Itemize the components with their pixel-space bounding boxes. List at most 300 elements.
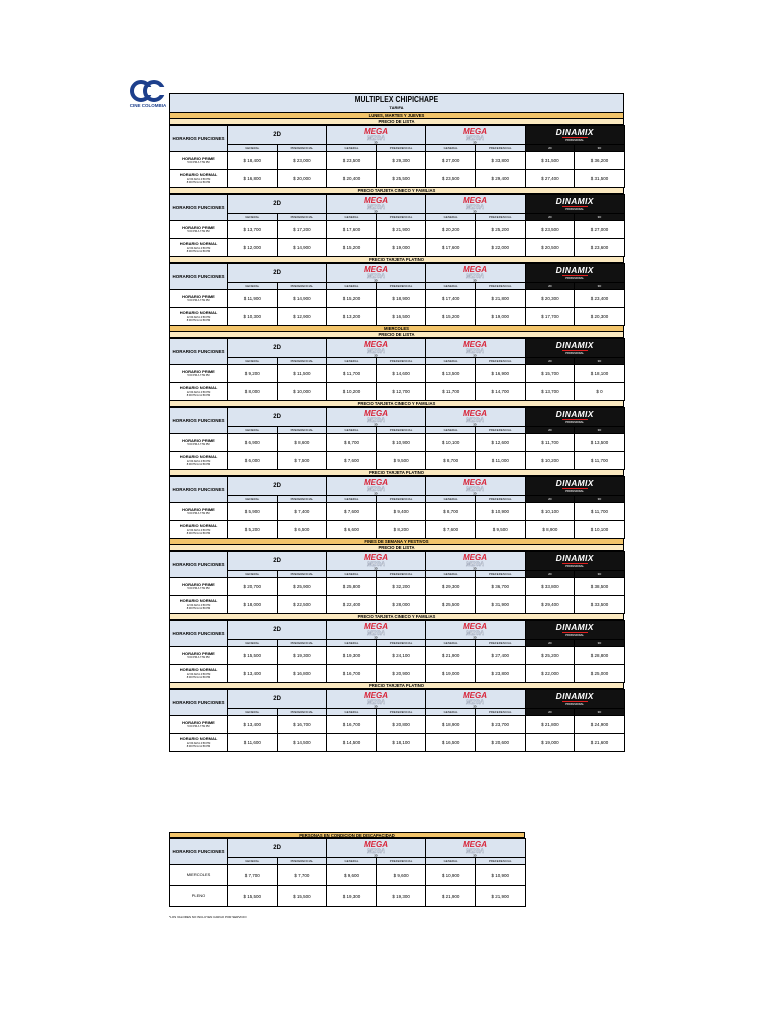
mega-logo-text: MEGA <box>463 553 488 562</box>
prime-row-label <box>170 290 228 308</box>
dinamix-logo-bar <box>562 137 588 138</box>
format-header-row <box>170 690 625 709</box>
mega-logo-shadow: MEGA <box>367 487 386 493</box>
normal-note-1: 12:00 AM A 4:59 PM <box>186 459 211 463</box>
price-cell: $ 6,500 <box>277 521 327 539</box>
price-cell: $ 6,600 <box>327 521 377 539</box>
price-cell: $ 13,700 <box>525 383 575 401</box>
normal-title: HORARIO NORMAL <box>179 385 218 391</box>
mega-logo-tag: 3D <box>374 210 378 213</box>
day-group-label: MIERCOLES <box>169 326 624 332</box>
dinamix-logo-tag: PROFESIONAL <box>565 277 585 280</box>
seat-general-label: GENERAL <box>228 145 278 152</box>
normal-note-1: 12:00 AM A 4:59 PM <box>186 528 211 532</box>
price-cell: $ 23,600 <box>575 239 625 257</box>
mega-logo-shadow: MEGA <box>466 274 485 280</box>
price-cell: $ 11,700 <box>525 434 575 452</box>
normal-note-2: 8:00 PM A 11:59 PM <box>186 318 211 322</box>
price-cell: $ 15,200 <box>426 308 476 326</box>
normal-note-2: 8:00 PM A 11:59 PM <box>186 393 211 397</box>
mega-logo-tag: 3D <box>374 492 378 495</box>
mega-logo-shadow: MEGA <box>367 349 386 355</box>
format-dinamix-logo <box>525 195 624 214</box>
prime-row <box>170 434 625 452</box>
megasala-logo-icon <box>454 195 496 213</box>
price-cell: $ 22,000 <box>475 239 525 257</box>
format-megasala-logo <box>327 690 426 709</box>
normal-row-label <box>170 170 228 188</box>
dinamix-2d-label: 2D <box>525 496 575 503</box>
seat-general-label: GENERAL <box>327 709 377 716</box>
mega-logo-text: MEGA <box>364 127 389 136</box>
dinamix-logo-bar <box>562 488 588 489</box>
mega-logo-shadow: MEGA <box>466 205 485 211</box>
price-cell: $ 23,500 <box>327 152 377 170</box>
normal-note-2: 8:00 PM A 11:59 PM <box>186 675 211 679</box>
prime-title: HORARIO PRIME <box>182 437 215 443</box>
price-cell: $ 16,700 <box>327 665 377 683</box>
price-cell: $ 10,900 <box>475 503 525 521</box>
seat-preferencial-label: PREFERENCIAL <box>277 214 327 221</box>
horarios-funciones-label: HORARIOS FUNCIONES <box>170 621 228 647</box>
price-cell: $ 22,000 <box>525 665 575 683</box>
seat-preferencial-label: PREFERENCIAL <box>376 214 426 221</box>
format-2d-label: 2D <box>228 621 327 640</box>
price-cell: $ 20,300 <box>525 290 575 308</box>
mega-logo-shadow: MEGA <box>466 562 485 568</box>
dinamix-logo-bar <box>562 419 588 420</box>
normal-title: HORARIO NORMAL <box>179 172 218 178</box>
dinamix-logo-text: DINAMIX <box>555 196 594 206</box>
price-cell: $ 20,900 <box>376 665 426 683</box>
mega-logo-tag: 3D <box>473 492 478 495</box>
cine-colombia-logo-icon <box>130 80 166 102</box>
price-cell: $ 11,500 <box>277 365 327 383</box>
price-cell: $ 25,800 <box>327 578 377 596</box>
prime-row-label <box>170 716 228 734</box>
price-cell: $ 12,600 <box>475 434 525 452</box>
seat-general-label: GENERAL <box>426 427 476 434</box>
normal-title: HORARIO NORMAL <box>179 454 218 460</box>
seat-general-label: GENERAL <box>327 283 377 290</box>
dinamix-3d-label: 3D <box>575 640 625 647</box>
dinamix-logo-tag: PROFESIONAL <box>565 565 585 568</box>
megasala-logo-icon <box>355 339 397 357</box>
price-cell: $ 16,700 <box>277 716 327 734</box>
seat-general-label: GENERAL <box>228 358 278 365</box>
seat-general-label: GENERAL <box>327 214 377 221</box>
seat-preferencial-label: PREFERENCIAL <box>376 145 426 152</box>
normal-row <box>170 596 625 614</box>
mega-logo-tag: 3D <box>374 705 378 708</box>
dinamix-3d-label: 3D <box>575 214 625 221</box>
format-dinamix-logo <box>525 552 624 571</box>
day-group-label: LUNES, MARTES Y JUEVES <box>169 113 624 119</box>
seat-preferencial-label: PREFERENCIAL <box>376 709 426 716</box>
format-megasala-logo <box>327 408 426 427</box>
price-cell: $ 29,400 <box>475 170 525 188</box>
format-megasala-logo <box>327 264 426 283</box>
dinamix-3d-label: 3D <box>575 709 625 716</box>
price-cell: $ 13,200 <box>327 308 377 326</box>
price-cell: $ 18,900 <box>426 716 476 734</box>
megasala-logo-icon <box>454 839 496 857</box>
megasala-logo-icon <box>355 621 397 639</box>
price-cell: $ 33,500 <box>575 596 625 614</box>
mega-logo-text: MEGA <box>364 553 389 562</box>
seat-type-row <box>170 145 625 152</box>
seat-preferencial-label: PREFERENCIAL <box>277 427 327 434</box>
seat-preferencial-label: PREFERENCIAL <box>376 283 426 290</box>
price-cell: $ 12,900 <box>277 308 327 326</box>
mega-logo-tag: 3D <box>374 279 378 282</box>
mega-logo-text: MEGA <box>364 340 389 349</box>
seat-general-label: GENERAL <box>228 283 278 290</box>
price-cell: $ 20,800 <box>376 716 426 734</box>
price-cell: $ 8,200 <box>376 521 426 539</box>
price-cell: $ 25,000 <box>575 665 625 683</box>
normal-row-label <box>170 383 228 401</box>
price-cell: $ 10,100 <box>575 521 625 539</box>
seat-preferencial-label: PREFERENCIAL <box>376 496 426 503</box>
normal-row <box>170 734 625 752</box>
price-table <box>169 263 625 326</box>
price-cell: $ 14,900 <box>277 290 327 308</box>
price-cell: $ 20,200 <box>426 221 476 239</box>
normal-note-1: 12:00 AM A 4:59 PM <box>186 672 211 676</box>
seat-general-label: GENERAL <box>228 640 278 647</box>
prime-row <box>170 152 625 170</box>
mega-logo-shadow: MEGA <box>367 700 386 706</box>
price-type-label: PRECIO TARJETA CINECO Y FAMILIAS <box>169 401 624 407</box>
mega-logo-shadow: MEGA <box>466 487 485 493</box>
mega-logo-shadow: MEGA <box>466 700 485 706</box>
price-cell: $ 9,200 <box>228 365 278 383</box>
price-cell: $ 28,800 <box>575 647 625 665</box>
seat-general-label: GENERAL <box>327 496 377 503</box>
discapacidad-row <box>170 865 526 886</box>
seat-general-label: GENERAL <box>228 496 278 503</box>
mega-logo-text: MEGA <box>463 622 488 631</box>
format-header-row <box>170 408 625 427</box>
price-cell: $ 16,800 <box>228 170 278 188</box>
price-type-label: PRECIO TARJETA CINECO Y FAMILIAS <box>169 614 624 620</box>
format-megasala-logo <box>327 552 426 571</box>
dinamix-logo-tag: PROFESIONAL <box>565 703 585 706</box>
price-cell: $ 27,400 <box>475 647 525 665</box>
price-cell: $ 11,600 <box>228 734 278 752</box>
price-cell: $ 17,700 <box>525 308 575 326</box>
mega-logo-tag: 3D <box>473 141 478 144</box>
dinamix-2d-label: 2D <box>525 571 575 578</box>
horarios-funciones-label: HORARIOS FUNCIONES <box>170 477 228 503</box>
prime-title: HORARIO PRIME <box>182 155 215 161</box>
format-megasala-logo <box>426 195 525 214</box>
megasala-logo-icon <box>355 264 397 282</box>
seat-preferencial-label: PREFERENCIAL <box>277 709 327 716</box>
format-dinamix-logo <box>525 126 624 145</box>
seat-general-label: GENERAL <box>426 640 476 647</box>
price-sheet <box>169 93 624 752</box>
mega-logo-shadow: MEGA <box>367 205 386 211</box>
price-cell: $ 20,500 <box>525 239 575 257</box>
seat-preferencial-label: PREFERENCIAL <box>376 640 426 647</box>
format-2d-label: 2D <box>228 690 327 709</box>
seat-general-label: GENERAL <box>327 858 377 865</box>
format-megasala-logo <box>327 339 426 358</box>
price-cell: $ 15,700 <box>525 365 575 383</box>
format-megasala-logo <box>327 126 426 145</box>
dinamix-2d-label: 2D <box>525 640 575 647</box>
sheet-header <box>169 93 624 113</box>
format-megasala-logo <box>426 126 525 145</box>
format-header-row <box>170 339 625 358</box>
price-cell: $ 10,900 <box>376 434 426 452</box>
mega-logo-tag: 3D <box>473 636 478 639</box>
seat-preferencial-label: PREFERENCIAL <box>376 427 426 434</box>
seat-preferencial-label: PREFERENCIAL <box>475 214 525 221</box>
price-cell: $ 12,000 <box>228 239 278 257</box>
price-cell: $ 19,300 <box>376 886 426 907</box>
megasala-logo-icon <box>355 552 397 570</box>
discapacidad-row-label: PLENO <box>170 886 228 907</box>
seat-general-label: GENERAL <box>228 427 278 434</box>
normal-title: HORARIO NORMAL <box>179 736 218 742</box>
megasala-logo-icon <box>355 126 397 144</box>
seat-general-label: GENERAL <box>327 145 377 152</box>
price-cell: $ 19,000 <box>525 734 575 752</box>
price-cell: $ 17,600 <box>426 239 476 257</box>
normal-note-1: 12:00 AM A 4:59 PM <box>186 315 211 319</box>
price-cell: $ 10,200 <box>327 383 377 401</box>
price-cell: $ 5,900 <box>228 503 278 521</box>
price-cell: $ 27,400 <box>525 170 575 188</box>
mega-logo-text: MEGA <box>463 478 488 487</box>
mega-logo-text: MEGA <box>463 409 488 418</box>
prime-row-label <box>170 434 228 452</box>
discapacidad-row-label: MIERCOLES <box>170 865 228 886</box>
prime-row <box>170 647 625 665</box>
mega-logo-shadow: MEGA <box>367 849 386 855</box>
seat-preferencial-label: PREFERENCIAL <box>475 145 525 152</box>
normal-note-2: 8:00 PM A 11:59 PM <box>186 606 211 610</box>
dinamix-logo-bar <box>562 632 588 633</box>
dinamix-logo-text: DINAMIX <box>555 478 594 488</box>
price-cell: $ 15,200 <box>327 239 377 257</box>
price-cell: $ 14,900 <box>277 239 327 257</box>
prime-row <box>170 290 625 308</box>
megasala-logo-icon <box>355 195 397 213</box>
seat-general-label: GENERAL <box>426 358 476 365</box>
mega-logo-text: MEGA <box>463 127 488 136</box>
prime-row-label <box>170 578 228 596</box>
price-cell: $ 16,900 <box>475 365 525 383</box>
megasala-logo-icon <box>454 552 496 570</box>
mega-logo-shadow: MEGA <box>466 136 485 142</box>
mega-logo-tag: 3D <box>473 705 478 708</box>
dinamix-logo-text: DINAMIX <box>555 340 594 350</box>
prime-note: 5:00 PM A 7:59 PM <box>187 230 210 234</box>
megasala-logo-icon <box>454 339 496 357</box>
dinamix-logo-tag: PROFESIONAL <box>565 421 585 424</box>
price-cell: $ 16,700 <box>327 716 377 734</box>
mega-logo-text: MEGA <box>364 409 389 418</box>
mega-logo-tag: 3D <box>473 567 478 570</box>
price-cell: $ 7,600 <box>327 503 377 521</box>
price-cell: $ 21,600 <box>575 734 625 752</box>
seat-preferencial-label: PREFERENCIAL <box>475 283 525 290</box>
format-megasala-logo <box>426 408 525 427</box>
discapacidad-block <box>169 832 525 907</box>
price-cell: $ 11,700 <box>575 503 625 521</box>
format-2d-label: 2D <box>228 195 327 214</box>
price-cell: $ 10,200 <box>525 452 575 470</box>
format-dinamix-logo <box>525 477 624 496</box>
price-cell: $ 11,700 <box>327 365 377 383</box>
normal-row <box>170 521 625 539</box>
megasala-logo-icon <box>454 690 496 708</box>
megasala-logo-icon <box>355 690 397 708</box>
seat-general-label: GENERAL <box>327 571 377 578</box>
price-table <box>169 407 625 470</box>
seat-type-row <box>170 709 625 716</box>
normal-title: HORARIO NORMAL <box>179 310 218 316</box>
normal-row-label <box>170 452 228 470</box>
dinamix-logo-tag: PROFESIONAL <box>565 634 585 637</box>
prime-note: 5:00 PM A 7:59 PM <box>187 374 210 378</box>
prime-title: HORARIO PRIME <box>182 506 215 512</box>
price-cell: $ 18,900 <box>376 290 426 308</box>
price-cell: $ 24,100 <box>376 647 426 665</box>
seat-general-label: GENERAL <box>426 145 476 152</box>
mega-logo-tag: 3D <box>473 423 478 426</box>
price-cell: $ 18,000 <box>228 596 278 614</box>
price-cell: $ 10,900 <box>426 865 476 886</box>
mega-logo-shadow: MEGA <box>466 849 485 855</box>
seat-preferencial-label: PREFERENCIAL <box>277 145 327 152</box>
sections-container <box>169 113 624 752</box>
price-cell: $ 25,900 <box>277 578 327 596</box>
format-megasala-logo <box>327 621 426 640</box>
price-cell: $ 25,500 <box>376 170 426 188</box>
normal-row <box>170 665 625 683</box>
format-header-row <box>170 477 625 496</box>
dinamix-logo-bar <box>562 563 588 564</box>
format-megasala-logo <box>327 839 426 858</box>
price-cell: $ 15,500 <box>277 886 327 907</box>
dinamix-3d-label: 3D <box>575 427 625 434</box>
footnote: *LOS VALORES NO INCLUYEN CARGO POR SERVICIO <box>169 915 247 919</box>
price-cell: $ 13,400 <box>228 716 278 734</box>
normal-note-1: 12:00 AM A 4:59 PM <box>186 390 211 394</box>
price-cell: $ 31,900 <box>475 596 525 614</box>
mega-logo-tag: 3D <box>374 141 378 144</box>
format-megasala-logo <box>426 839 525 858</box>
mega-logo-tag: 3D <box>374 636 378 639</box>
discapacidad-row <box>170 886 526 907</box>
prime-title: HORARIO PRIME <box>182 719 215 725</box>
horarios-funciones-label: HORARIOS FUNCIONES <box>170 264 228 290</box>
horarios-funciones-label: HORARIOS FUNCIONES <box>170 195 228 221</box>
normal-title: HORARIO NORMAL <box>179 241 218 247</box>
price-cell: $ 10,300 <box>228 308 278 326</box>
dinamix-logo-text: DINAMIX <box>555 622 594 632</box>
mega-logo-text: MEGA <box>364 196 389 205</box>
prime-title: HORARIO PRIME <box>182 650 215 656</box>
normal-title: HORARIO NORMAL <box>179 667 218 673</box>
dinamix-logo-tag: PROFESIONAL <box>565 352 585 355</box>
price-cell: $ 21,900 <box>426 886 476 907</box>
prime-note: 5:00 PM A 7:59 PM <box>187 161 210 165</box>
seat-preferencial-label: PREFERENCIAL <box>277 858 327 865</box>
price-cell: $ 19,000 <box>376 239 426 257</box>
dinamix-logo-bar <box>562 275 588 276</box>
format-header-row <box>170 195 625 214</box>
price-cell: $ 10,100 <box>525 503 575 521</box>
price-type-label: PRECIO DE LISTA <box>169 332 624 338</box>
normal-row-label <box>170 521 228 539</box>
price-cell: $ 21,800 <box>475 290 525 308</box>
seat-preferencial-label: PREFERENCIAL <box>475 709 525 716</box>
price-cell: $ 6,900 <box>228 434 278 452</box>
price-cell: $ 15,200 <box>327 290 377 308</box>
megasala-logo-icon <box>454 621 496 639</box>
price-cell: $ 36,700 <box>475 578 525 596</box>
normal-row-label <box>170 665 228 683</box>
price-cell: $ 17,200 <box>277 221 327 239</box>
prime-row <box>170 716 625 734</box>
mega-logo-shadow: MEGA <box>466 349 485 355</box>
page-subtitle: TARIFA <box>389 105 404 110</box>
price-cell: $ 13,500 <box>426 365 476 383</box>
price-cell: $ 14,600 <box>376 365 426 383</box>
format-megasala-logo <box>426 690 525 709</box>
horarios-funciones-label: HORARIOS FUNCIONES <box>170 690 228 716</box>
format-dinamix-logo <box>525 690 624 709</box>
logo-text: CINE COLOMBIA <box>129 103 167 108</box>
format-megasala-logo <box>426 477 525 496</box>
price-cell: $ 25,200 <box>525 647 575 665</box>
prime-row <box>170 578 625 596</box>
normal-row <box>170 308 625 326</box>
price-cell: $ 8,900 <box>525 521 575 539</box>
cine-colombia-logo <box>128 80 168 112</box>
price-cell: $ 22,400 <box>327 596 377 614</box>
price-cell: $ 7,700 <box>228 865 278 886</box>
price-cell: $ 13,400 <box>228 665 278 683</box>
price-cell: $ 13,500 <box>575 434 625 452</box>
format-dinamix-logo <box>525 621 624 640</box>
price-cell: $ 7,400 <box>277 503 327 521</box>
seat-general-label: GENERAL <box>228 571 278 578</box>
price-type-label: PRECIO DE LISTA <box>169 119 624 125</box>
price-cell: $ 5,200 <box>228 521 278 539</box>
prime-note: 5:00 PM A 7:59 PM <box>187 587 210 591</box>
dinamix-logo-bar <box>562 350 588 351</box>
price-cell: $ 11,700 <box>426 383 476 401</box>
price-cell: $ 21,900 <box>475 886 525 907</box>
mega-logo-text: MEGA <box>463 265 488 274</box>
price-cell: $ 7,500 <box>277 452 327 470</box>
mega-logo-text: MEGA <box>364 691 389 700</box>
price-cell: $ 18,100 <box>376 734 426 752</box>
mega-logo-text: MEGA <box>364 622 389 631</box>
normal-row-label <box>170 239 228 257</box>
price-cell: $ 36,200 <box>575 152 625 170</box>
dinamix-2d-label: 2D <box>525 709 575 716</box>
normal-row <box>170 170 625 188</box>
mega-logo-text: MEGA <box>463 196 488 205</box>
